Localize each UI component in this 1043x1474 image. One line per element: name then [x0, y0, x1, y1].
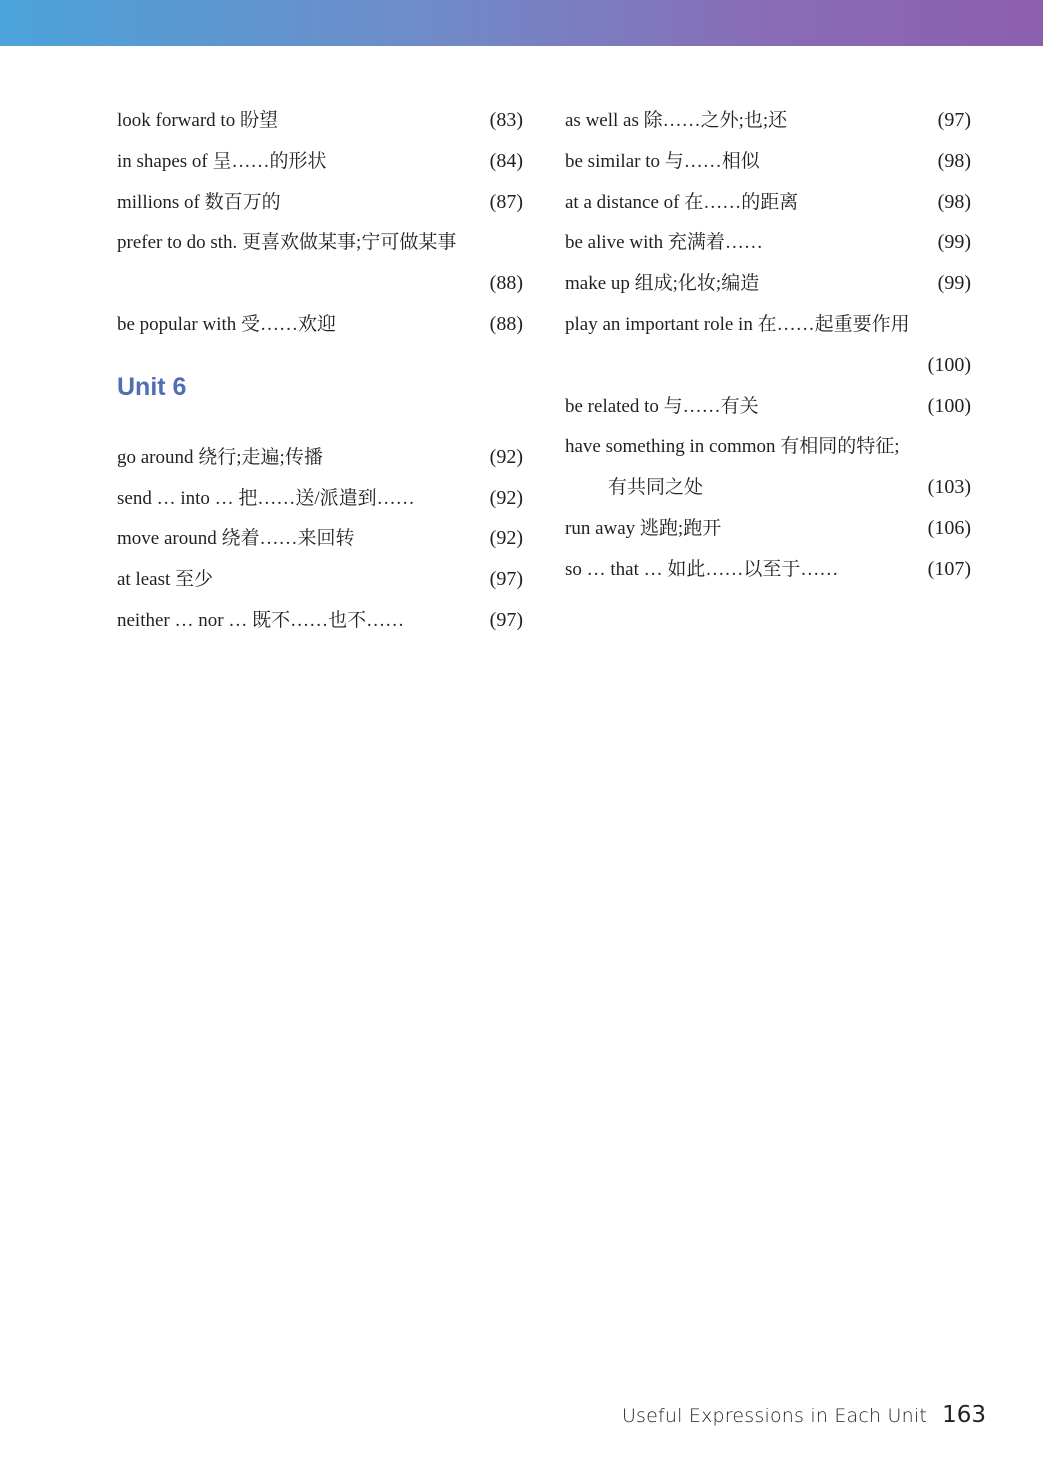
entry-row — [565, 508, 971, 549]
page-ref: (87) — [489, 190, 523, 213]
entry-row — [565, 182, 971, 223]
entry-row — [565, 386, 971, 427]
footer-title: Useful Expressions in Each Unit — [621, 1405, 927, 1427]
expression-text: send … into … 把……送/派遣到…… — [117, 487, 415, 509]
entry-row — [117, 141, 523, 182]
page-number: 163 — [942, 1402, 986, 1428]
expression-text: be popular with 受……欢迎 — [117, 313, 337, 335]
entry-row-continuation — [565, 467, 971, 508]
entry-row — [117, 100, 523, 141]
entry-row — [117, 222, 523, 263]
expression-text: play an important role in 在……起重要作用 — [565, 313, 910, 335]
expression-text: move around 绕着……来回转 — [117, 528, 355, 550]
entry-row — [565, 100, 971, 141]
entry-row — [565, 345, 971, 386]
expression-text: millions of 数百万的 — [117, 191, 281, 213]
page-ref: (92) — [489, 527, 523, 550]
expression-text: make up 组成;化妆;编造 — [565, 273, 760, 295]
entry-row — [565, 263, 971, 304]
page-ref: (98) — [937, 190, 971, 213]
entry-row — [565, 222, 971, 263]
expression-text: in shapes of 呈……的形状 — [117, 150, 327, 172]
expression-text: be similar to 与……相似 — [565, 150, 760, 172]
entry-row — [117, 518, 523, 559]
expression-text: prefer to do sth. 更喜欢做某事;宁可做某事 — [117, 232, 457, 254]
page-ref: (88) — [489, 272, 523, 295]
page-footer — [622, 1402, 986, 1428]
page-ref: (83) — [489, 109, 523, 131]
page-ref: (107) — [927, 557, 971, 580]
page-ref: (98) — [937, 149, 971, 172]
entry-row — [565, 141, 971, 182]
page-ref: (84) — [489, 149, 523, 172]
top-color-band — [0, 0, 1043, 46]
page-ref: (97) — [489, 608, 523, 631]
expression-text: 有共同之处 — [608, 477, 704, 499]
page-ref: (99) — [937, 231, 971, 254]
expression-text: have something in common 有相同的特征; — [565, 436, 900, 458]
page-ref: (99) — [937, 272, 971, 295]
entry-row — [117, 478, 523, 519]
entry-row — [117, 600, 523, 641]
unit-heading: Unit 6 — [117, 372, 187, 401]
page-ref: (106) — [927, 516, 971, 539]
page-ref: (92) — [489, 486, 523, 509]
left-column — [117, 100, 523, 641]
right-column — [565, 100, 971, 590]
entry-row — [117, 263, 523, 304]
page-ref: (92) — [489, 445, 523, 468]
entry-row — [565, 426, 971, 467]
entry-row — [117, 559, 523, 600]
expression-text: look forward to 盼望 — [117, 110, 278, 131]
expression-text: run away 逃跑;跑开 — [565, 517, 722, 539]
expression-text: as well as 除……之外;也;还 — [565, 110, 788, 131]
expression-text: at least 至少 — [117, 569, 214, 591]
page-ref: (88) — [489, 312, 523, 335]
entry-row — [117, 437, 523, 478]
page-ref: (103) — [927, 476, 971, 499]
page-ref: (97) — [489, 568, 523, 591]
entry-row — [565, 549, 971, 590]
expression-text: at a distance of 在……的距离 — [565, 191, 799, 213]
expression-text: be alive with 充满着…… — [565, 232, 763, 254]
expression-text: so … that … 如此……以至于…… — [565, 558, 839, 580]
entry-row — [117, 182, 523, 223]
page-ref: (97) — [937, 109, 971, 131]
entry-row — [117, 304, 523, 345]
page-ref: (100) — [927, 394, 971, 417]
expression-text: neither … nor … 既不……也不…… — [117, 609, 405, 631]
entry-row — [565, 304, 971, 345]
page-ref: (100) — [927, 353, 971, 376]
expression-text: go around 绕行;走遍;传播 — [117, 446, 323, 468]
expression-text: be related to 与……有关 — [565, 395, 759, 417]
